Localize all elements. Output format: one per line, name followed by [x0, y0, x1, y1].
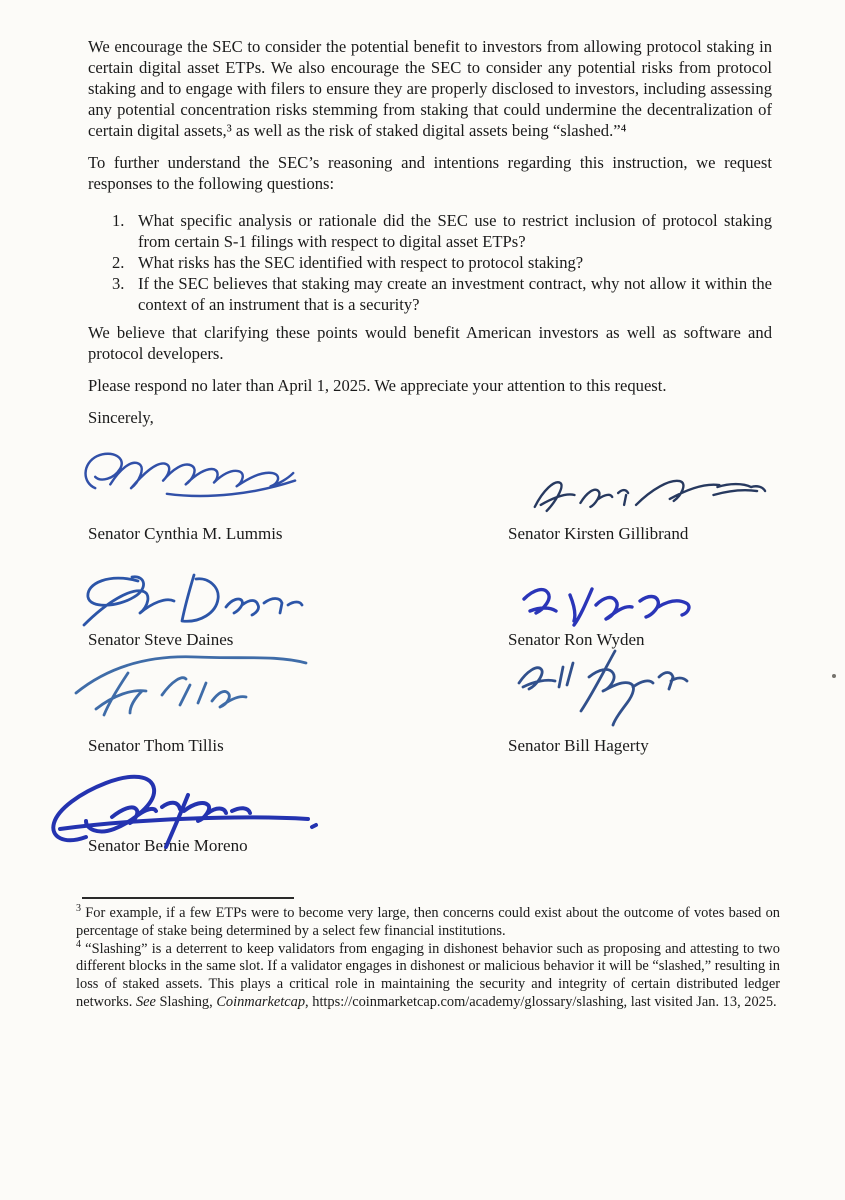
signatory-name-hagerty: Senator Bill Hagerty: [508, 736, 649, 755]
signature-tillis-ink: [64, 651, 316, 729]
signature-gillibrand-ink: [505, 465, 773, 521]
footnote-text: “Slashing” is a deterrent to keep validators from engaging in dishonest behavior such as proposing and attesting to two different blocks in the same slot. If a validator engages in dishonest or malicious behavior it will be “slashed,” resulting in loss of staked assets. This plays a critical role in maintaining the security and integrity of certain distributed ledger networks.: [76, 940, 780, 1010]
question-number: 1.: [112, 211, 125, 230]
question-number: 2.: [112, 253, 125, 272]
question-text: What risks has the SEC identified with respect to protocol staking?: [138, 253, 584, 272]
signature-lummis-ink: [72, 441, 307, 507]
questions-list: [88, 210, 772, 315]
question-item-2: [88, 252, 772, 273]
signature-daines-ink: [74, 565, 304, 635]
footnote-3: [76, 905, 780, 941]
question-item-1: [88, 210, 772, 252]
question-text: What specific analysis or rationale did the SEC use to restrict inclusion of protocol staking from certain S-1 filings with respect to digital asset ETPs?: [138, 211, 772, 251]
signatory-name-tillis: Senator Thom Tillis: [88, 736, 224, 755]
signature-wyden-ink: [508, 577, 708, 631]
footnote-text: For example, if a few ETPs were to become very large, then concerns could exist about the outcome of votes based on percentage of stake being determined by a select few financial institutions.: [76, 905, 780, 939]
question-number: 3.: [112, 274, 125, 293]
signatory-name-gillibrand: Senator Kirsten Gillibrand: [508, 524, 689, 543]
footnote-marker: 4: [76, 938, 81, 950]
signature-hagerty-ink: [498, 645, 708, 731]
paragraph-benefits: We encourage the SEC to consider the potential benefit to investors from allowing protocol staking in certain digital asset ETPs. We also encourage the SEC to consider any potential risks from protocol staking and to engage with filers to ensure they are properly disclosed to investors, including assessing any potential concentration risks stemming from staking that could undermine the decentralization of certain digital assets,³ as well as the risk of staked digital assets being “slashed.”⁴: [88, 37, 772, 140]
signatory-name-wyden: Senator Ron Wyden: [508, 630, 645, 649]
footnotes: [76, 905, 780, 1012]
footnote-text-italic: Coinmarketcap: [216, 993, 306, 1010]
signature-block: [88, 431, 772, 893]
paragraph-respond-deadline: Please respond no later than April 1, 2025. We appreciate your attention to this request.: [88, 376, 667, 395]
scan-artifact-dot: [832, 674, 836, 678]
signature-moreno-ink: [42, 765, 342, 857]
footnote-4: [76, 938, 780, 1012]
question-item-3: [88, 273, 772, 315]
valediction: Sincerely,: [88, 408, 154, 427]
letter-body: [76, 36, 780, 1012]
footnote-text-italic: See: [135, 993, 156, 1010]
footnote-marker: 3: [76, 903, 81, 915]
footnote-text: Slashing,: [155, 993, 217, 1010]
question-text: If the SEC believes that staking may create an investment contract, why not allow it within the context of an instrument that is a security?: [138, 274, 772, 314]
paragraph-request-intro: To further understand the SEC’s reasoning and intentions regarding this instruction, we request responses to the following questions:: [88, 153, 772, 193]
signatory-name-moreno: Senator Bernie Moreno: [88, 836, 248, 855]
footnote-separator: [82, 897, 294, 899]
footnote-text: , https://coinmarketcap.com/academy/glossary/slashing, last visited Jan. 13, 2025.: [305, 993, 777, 1010]
signatory-name-daines: Senator Steve Daines: [88, 630, 234, 649]
signatory-name-lummis: Senator Cynthia M. Lummis: [88, 524, 283, 543]
paragraph-clarify-benefit: We believe that clarifying these points would benefit American investors as well as software and protocol developers.: [88, 323, 772, 363]
